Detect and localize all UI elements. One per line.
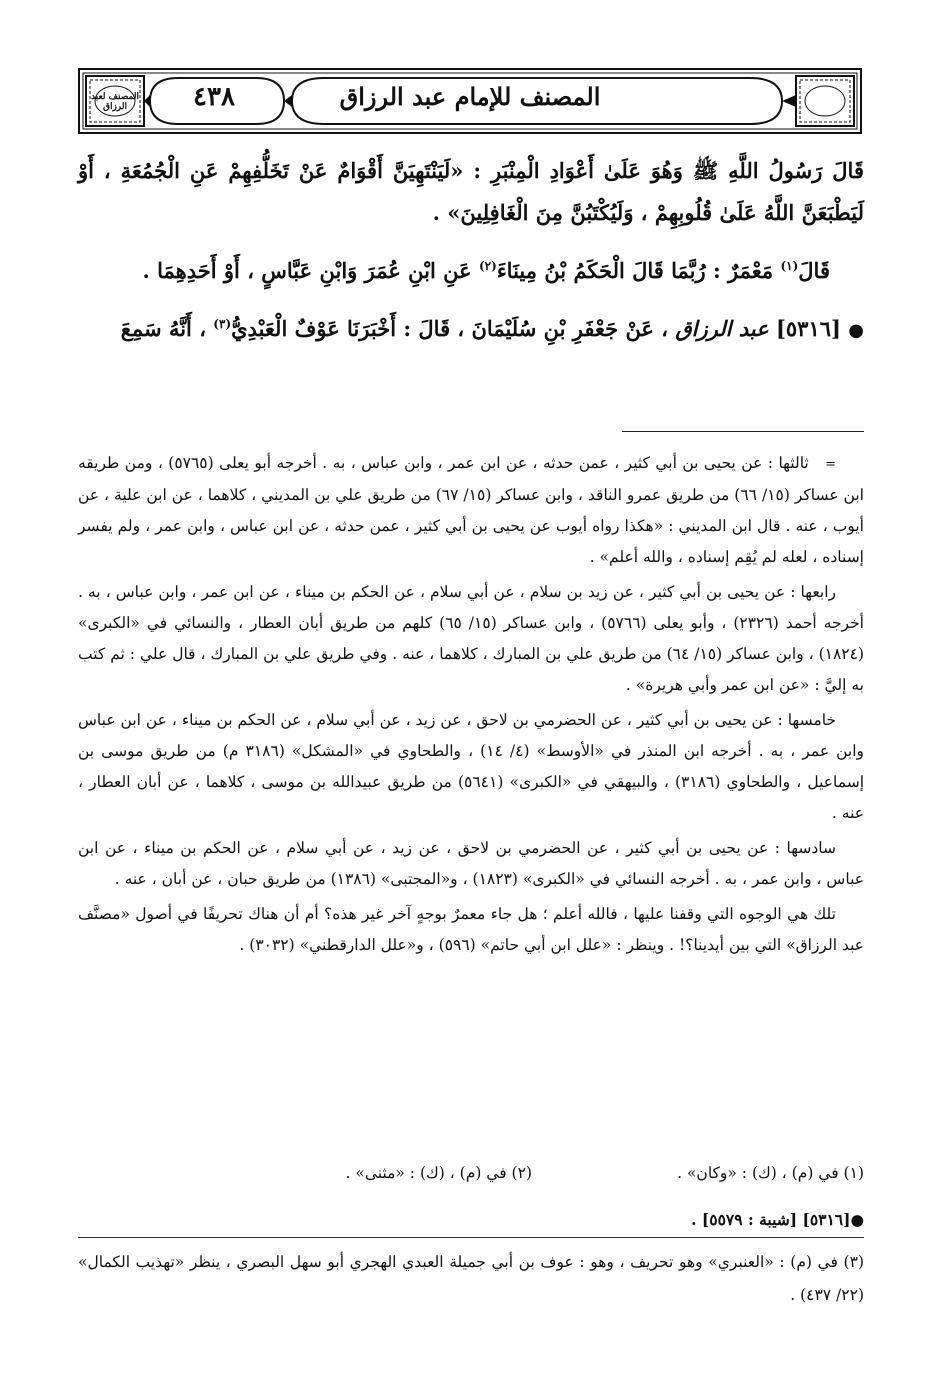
takhrij-ref xyxy=(78,1203,864,1237)
isnad-part-1: ، عَنْ جَعْفَرِ بْنِ سُلَيْمَانَ ، قَالَ : أَخْبَرَنَا عَوْفٌ الْعَبْدِيُّ xyxy=(231,316,669,341)
bullet-icon: ● xyxy=(848,320,864,341)
footnote-3: (٣) في (م) : «العنبري» وهو تحريف ، وهو : عوف بن أبي جميلة العبدي الهجري أبو سهل البصري ، ينظر «تهذيب الكمال» (٢٢/ ٤٣٧) . xyxy=(78,1253,864,1304)
ref-bullet-icon: ● xyxy=(850,1210,864,1229)
note-third-path-text: ثالثها : عن يحيى بن أبي كثير ، عمن حدثه ، عن ابن عمر ، وابن عباس ، به . أخرجه أبو يعلى (٥٧٦٥) ، ومن طريقه ابن عساكر (١٥/ ٦٦) من طريق عمرو الناقد ، وابن عساكر (١٥/ ٦٧) من طريق علي بن المديني ، كلاهما ، عن ابن علية ، عن أيوب ، عنه . قال ابن المديني : «هكذا رواه أيوب عن يحيى بن أبي كثير ، عمن حدثه ، عن ابن عباس ، وابن عمر ، ولم يفسر إسناده ، لعله لم يُقِم إسناده ، والله أعلم» . xyxy=(78,454,864,566)
footnote-2: (٢) في (م) ، (ك) : «مثنى» . xyxy=(345,1164,532,1182)
footnote-separator xyxy=(622,431,864,432)
hadith-text-continued: قَالَ رَسُولُ اللَّهِ ﷺ وَهُوَ عَلَىٰ أَعْوَادِ الْمِنْبَرِ : «لَيَنْتَهِيَنَّ أَقْوَامٌ عَنْ تَخَلُّفِهِمْ عَنِ الْجُمُعَةِ ، أَوْ لَيَطْبَعَنَّ اللَّهُ عَلَىٰ قُلُوبِهِمْ ، وَلَيُكْتَبُنَّ مِنَ الْغَافِلِينَ» . xyxy=(78,158,864,225)
footnotes-block xyxy=(78,448,864,965)
running-title: المصنف للإمام عبد الرزاق xyxy=(339,82,601,111)
hadith-5316 xyxy=(78,308,864,352)
note-conclusion: تلك هي الوجوه التي وقفنا عليها ، فالله أعلم ؛ هل جاء معمرٌ بوجهٍ آخر غير هذه؟ أم أن هناك تحريفًا في أصول «مصنَّف عبد الرزاق» التي بين أيدينا؟! . وينظر : «علل ابن أبي حاتم» (٥٩٦) ، و«علل الدارقطني» (٣٠٣٢) . xyxy=(78,905,864,954)
note-third-path xyxy=(78,448,864,573)
author-name: عبد الرزاق xyxy=(675,316,769,341)
comment-part-3: عَنِ ابْنِ عُمَرَ وَابْنِ عَبَّاسٍ ، أَوْ أَحَدِهِمَا . xyxy=(142,258,479,283)
continuation-mark: = xyxy=(825,457,836,472)
note-fifth-path: خامسها : عن يحيى بن أبي كثير ، عن الحضرمي بن لاحق ، عن زيد ، عن أبي سلام ، عن الحكم بن ميناء ، عن ابن عباس وابن عمر ، به . أخرجه ابن المنذر في «الأوسط» (٤/ ١٤) ، والطحاوي في «المشكل» (٣١٨٦ م) من طريق موسى بن إسماعيل ، والطحاوي (٣١٨٦) ، والبيهقي في «الكبرى» (٥٦٤١) من طريق عبيدالله بن موسى ، كلاهما ، عن أبان العطار ، عنه . xyxy=(78,711,865,822)
ref-separator xyxy=(78,1237,864,1238)
right-emblem-icon xyxy=(796,76,854,126)
main-text xyxy=(78,150,864,368)
footnotes-row xyxy=(78,1157,864,1189)
ref-text: [٥٣١٦] [شيبة : ٥٥٧٩] . xyxy=(691,1210,851,1229)
page-number: ٤٣٨ xyxy=(193,82,235,112)
note-fourth-path: رابعها : عن يحيى بن أبي كثير ، عن زيد بن سلام ، عن أبي سلام ، عن الحكم بن ميناء ، عن ابن عمر ، وابن عباس ، به . أخرجه أحمد (٢٣٢٦) ، وأبو يعلى (٥٧٦٦) ، وابن عساكر (١٥/ ٦٥) كلهم من طريق أبان العطار ، والنسائي في «الكبرى» (١٨٢٤) ، وابن عساكر (١٥/ ٦٤) من طريق علي بن المبارك ، كلاهما ، عنه . وفي طريق علي بن المبارك ، قال علي : ثم كتب به إليَّ : «عن ابن عمر وأبي هريرة» . xyxy=(78,583,864,694)
footnote-ref-2[interactable]: (٢) xyxy=(478,259,497,273)
note-sixth-path: سادسها : عن يحيى بن أبي كثير ، عن الحضرمي بن لاحق ، عن زيد ، عن أبي سلام ، عن الحكم بن ميناء ، عن ابن عباس ، وابن عمر ، به . أخرجه النسائي في «الكبرى» (١٨٢٣) ، و«المجتبى» (١٣٨٦) من طريق حبان ، عن أبان ، عنه . xyxy=(78,839,864,888)
footnote-ref-1[interactable]: (١) xyxy=(780,259,799,273)
comment-part-2: مَعْمَرٌ : رُبَّمَا قَالَ الْحَكَمُ بْنُ مِينَاءَ xyxy=(496,258,781,283)
mamar-comment xyxy=(78,250,864,292)
comment-part-1: قَالَ xyxy=(798,258,830,283)
footnote-1: (١) في (م) ، (ك) : «وكان» . xyxy=(677,1164,864,1182)
left-emblem-label: المصنف لعبد الرزاق xyxy=(91,92,139,112)
hadith-number: [٥٣١٦] xyxy=(775,316,841,341)
footnote-ref-3[interactable]: (٣) xyxy=(213,317,232,331)
page-header xyxy=(78,68,862,134)
isnad-part-2: ، أَنَّهُ سَمِعَ xyxy=(120,316,214,341)
